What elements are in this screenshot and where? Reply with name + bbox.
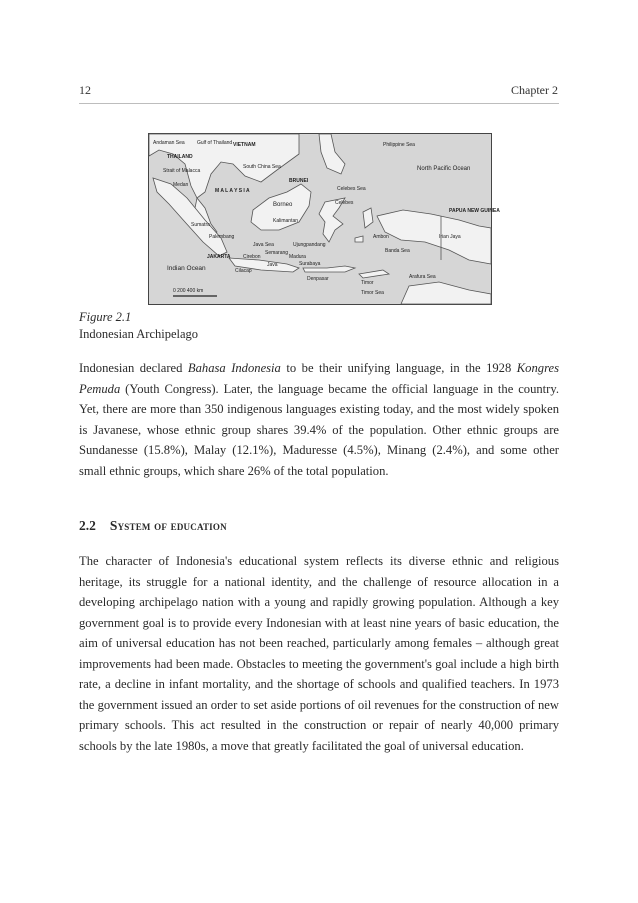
figure-label: Figure 2.1 <box>79 310 132 324</box>
map-label-thailand: THAILAND <box>167 154 193 160</box>
map-label-borneo: Borneo <box>273 202 293 208</box>
map-label-ambon: Ambon <box>373 234 389 240</box>
map-label-celebes-sea: Celebes Sea <box>337 186 366 192</box>
map-label-banda-sea: Banda Sea <box>385 248 410 254</box>
map-label-malacca: Strait of Malacca <box>163 168 201 174</box>
map-label-irian-jaya: Irian Jaya <box>439 234 461 240</box>
map-label-java-sea: Java Sea <box>253 242 274 248</box>
term-kongres-pemuda: Kongres Pemuda <box>79 361 559 396</box>
chapter-label: Chapter 2 <box>511 83 558 97</box>
map-label-denpasar: Denpasar <box>307 276 329 282</box>
map-label-philippine-sea: Philippine Sea <box>383 142 415 148</box>
paragraph-text: Indonesian declared <box>79 361 188 375</box>
map-label-brunei: BRUNEI <box>289 178 309 184</box>
map-label-semarang: Semarang <box>265 250 289 256</box>
paragraph-text: (Youth Congress). Later, the language became the official language in the country. Yet, there are more than 350 indigenous languages existing today, and the most widely spoken is Javanese, whose ethnic group shares 39.4% of the population. Other ethnic groups are Sundanesse (15.8%), Malay (12.1%), Maduresse (4.5%), Minang (2.4%), and some other small ethnic groups, which share 26% of the total population. <box>79 381 559 478</box>
page-number: 12 <box>79 83 91 97</box>
map-label-indian-ocean: Indian Ocean <box>167 265 206 272</box>
map-label-south-china-sea: South China Sea <box>243 164 281 170</box>
map-label-jakarta: JAKARTA <box>207 254 231 260</box>
map-label-palembang: Palembang <box>209 234 235 240</box>
figure-title: Indonesian Archipelago <box>79 327 199 341</box>
map-label-malaysia: M A L A Y S I A <box>215 188 250 194</box>
map-label-java: Java <box>267 262 278 268</box>
map-label-medan: Medan <box>173 182 189 188</box>
map-label-north-pacific: North Pacific Ocean <box>417 166 471 172</box>
map-label-andaman: Andaman Sea <box>153 140 185 146</box>
term-bahasa-indonesia: Bahasa Indonesia <box>187 361 281 375</box>
map-label-madura: Madura <box>289 254 306 260</box>
map-label-timor: Timor <box>361 280 374 286</box>
map-scale-label: 0 200 400 km <box>173 288 204 294</box>
indonesia-map <box>148 133 500 305</box>
map-label-sumatra: Sumatra <box>191 222 210 228</box>
map-label-celebes: Celebes <box>335 200 354 206</box>
map-label-kalimantan: Kalimantan <box>273 218 299 224</box>
map-label-gulf: Gulf of Thailand <box>197 140 233 146</box>
map-label-cilacap: Cilacap <box>235 268 252 274</box>
paragraph-text: to be their unifying language, in the 1928 <box>280 361 517 375</box>
header-rule <box>79 103 559 104</box>
map-label-ujungpandang: Ujungpandang <box>293 242 326 248</box>
map-label-arafura: Arafura Sea <box>409 274 436 280</box>
map-label-surabaya: Surabaya <box>299 261 321 267</box>
section-number: 2.2 <box>79 518 96 533</box>
map-label-timor-sea: Timor Sea <box>361 290 384 296</box>
map-label-papua: PAPUA NEW GUINEA <box>449 208 500 214</box>
section-heading <box>79 518 227 534</box>
map-label-vietnam: VIETNAM <box>233 142 256 148</box>
section-title: System of education <box>109 518 227 533</box>
paragraph-languages <box>79 358 559 481</box>
paragraph-education: The character of Indonesia's educational system reflects its diverse ethnic and religious heritage, its struggle for a national identity, and the challenge of resource allocation in a developing archipelago nation with a young and rapidly growing population. Although a key government goal is to provide every Indonesian with at least nine years of basic education, the aim of universal education has not been reached, particularly among females – although great improvements had been made. Obstacles to meeting the government's goal include a high birth rate, a decline in infant mortality, and the shortage of schools and qualified teachers. In 1973 the government issued an order to set aside portions of oil revenues for the construction of new primary schools. This act resulted in the construction or repair of nearly 40,000 primary schools by the late 1980s, a move that greatly facilitated the goal of universal education. <box>79 554 559 753</box>
map-label-cirebon: Cirebon <box>243 254 261 260</box>
